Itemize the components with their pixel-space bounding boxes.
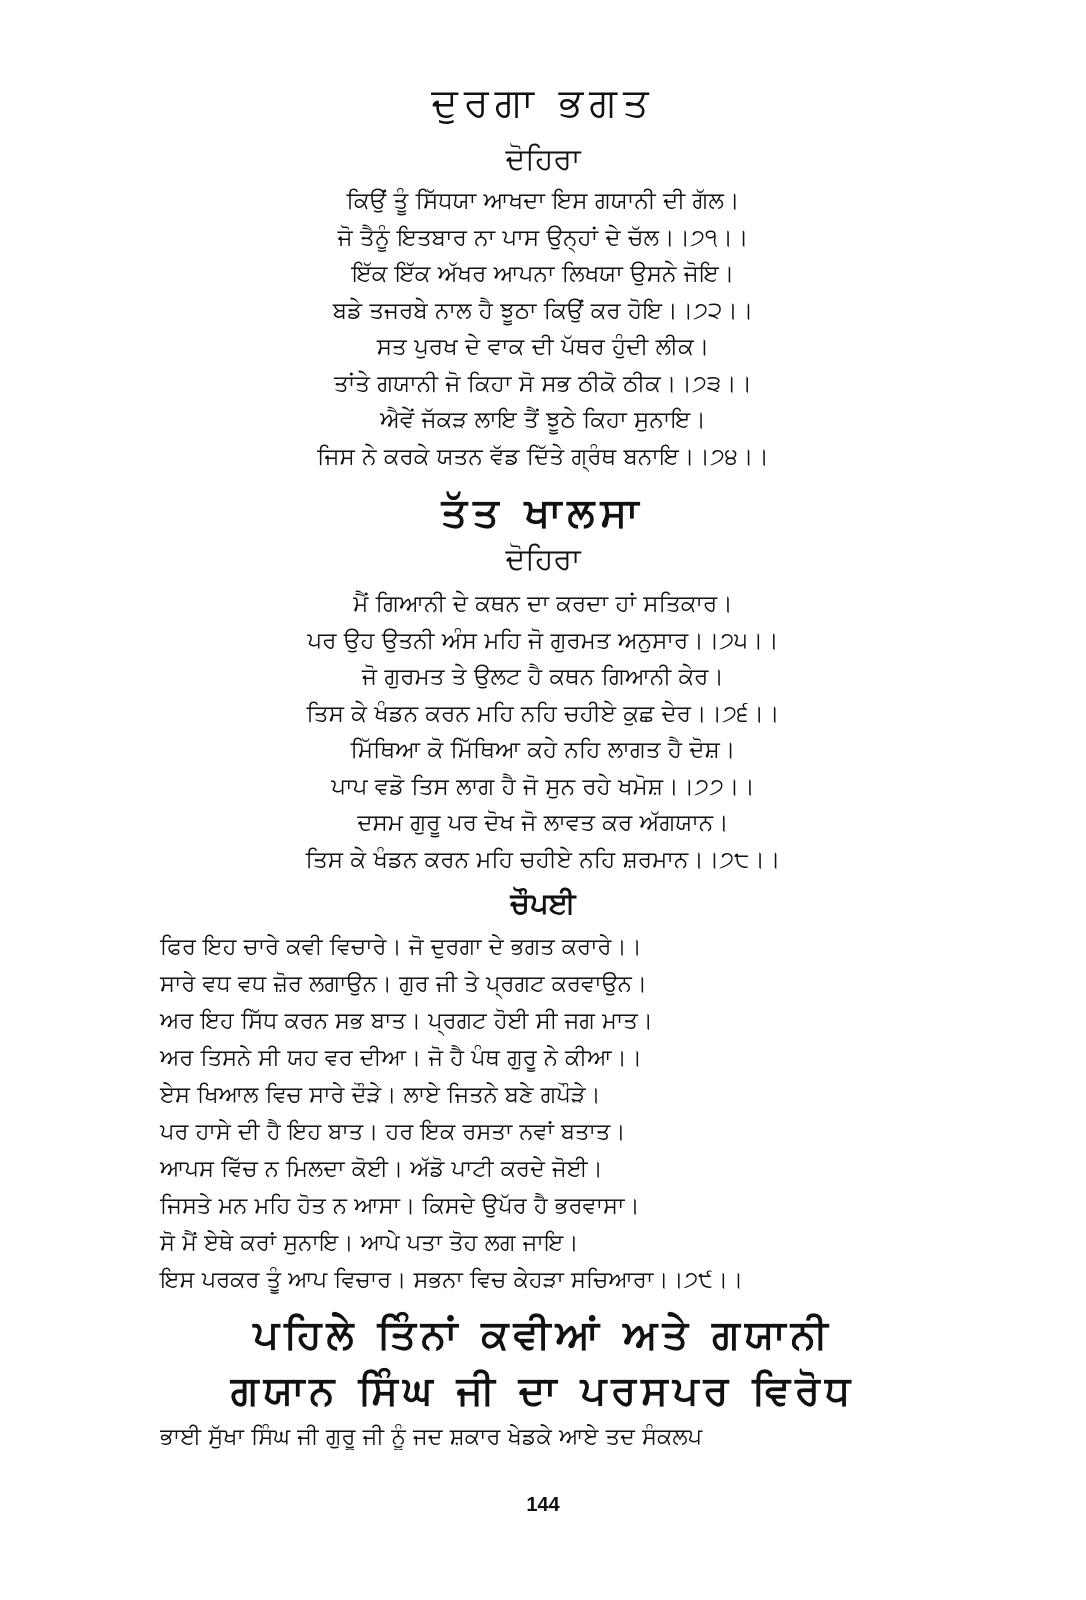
chaupai-line: ਸਾਰੇ ਵਧ ਵਧ ਜ਼ੋਰ ਲਗਾਉਨ। ਗੁਰ ਜੀ ਤੇ ਪ੍ਰਗਟ ਕਰਵਾਉਨ। [160, 971, 648, 997]
section-title-tatt-khalsa: ਤੱਤ ਖਾਲਸਾ [441, 490, 645, 536]
verse-line: ਬਡੇ ਤਜਰਬੇ ਨਾਲ ਹੈ ਝੂਠਾ ਕਿਉਂ ਕਰ ਹੋਇ।।੭੨।। [332, 297, 754, 324]
verse-line: ਜਿਸ ਨੇ ਕਰਕੇ ਯਤਨ ਵੱਡ ਦਿੱਤੇ ਗ੍ਰੰਥ ਬਨਾਇ।।੭੪।। [317, 443, 769, 470]
section-heading-line-2: ਗਯਾਨ ਸਿੰਘ ਜੀ ਦਾ ਪਰਸਪਰ ਵਿਰੋਧ [230, 1368, 856, 1414]
verse-line: ਤਿਸ ਕੇ ਖੰਡਨ ਕਰਨ ਮਹਿ ਚਹੀਏ ਨਹਿ ਸ਼ਰਮਾਨ।।੭੮।। [305, 846, 781, 873]
chaupai-line: ਪਰ ਹਾਸੇ ਦੀ ਹੈ ਇਹ ਬਾਤ। ਹਰ ਇਕ ਰਸਤਾ ਨਵਾਂ ਬਤਾਤ। [160, 1119, 626, 1145]
verse-block-1 [0, 183, 1086, 475]
verse-line: ਸਤ ਪੁਰਖ ਦੇ ਵਾਕ ਦੀ ਪੱਥਰ ਹੁੰਦੀ ਲੀਕ। [376, 334, 710, 360]
verse-line: ਪਰ ਉਹ ਉਤਨੀ ਅੰਸ ਮਹਿ ਜੋ ਗੁਰਮਤ ਅਨੁਸਾਰ।।੭੫।। [307, 627, 779, 654]
chaupai-line: ਸੋ ਮੈਂ ਏਥੇ ਕਰਾਂ ਸੁਨਾਇ। ਆਪੇ ਪਤਾ ਤੋਹ ਲਗ ਜਾਇ। [160, 1230, 579, 1256]
chaupai-line: ਇਸ ਪਰਕਰ ਤੂੰ ਆਪ ਵਿਚਾਰ। ਸਭਨਾ ਵਿਚ ਕੇਹੜਾ ਸਚਿਆਰਾ।।੭੯।। [160, 1267, 744, 1293]
chaupai-line: ਅਰ ਤਿਸਨੇ ਸੀ ਯਹ ਵਰ ਦੀਆ। ਜੋ ਹੈ ਪੰਥ ਗੁਰੂ ਨੇ ਕੀਆ।। [160, 1045, 642, 1071]
subheading-chaupai: ਚੌਪਈ [510, 886, 576, 920]
verse-line: ਜੋ ਤੈਨੂੰ ਇਤਬਾਰ ਨਾ ਪਾਸ ਉਨ੍ਹਾਂ ਦੇ ਚੱਲ।।੭੧।। [337, 224, 749, 251]
verse-line: ਮੈਂ ਗਿਆਨੀ ਦੇ ਕਥਨ ਦਾ ਕਰਦਾ ਹਾਂ ਸਤਿਕਾਰ। [353, 591, 733, 617]
chaupai-line: ਏਸ ਖਿਆਲ ਵਿਚ ਸਾਰੇ ਦੌੜੇ। ਲਾਏ ਜਿਤਨੇ ਬਣੇ ਗਪੌੜੇ। [160, 1082, 601, 1108]
chaupai-block [160, 929, 930, 1299]
chaupai-line: ਆਪਸ ਵਿੱਚ ਨ ਮਿਲਦਾ ਕੋਈ। ਅੱਡੋ ਪਾਟੀ ਕਰਦੇ ਜੋਈ। [160, 1156, 603, 1182]
chaupai-line: ਜਿਸਤੇ ਮਨ ਮਹਿ ਹੋਤ ਨ ਆਸਾ। ਕਿਸਦੇ ਉਪੱਰ ਹੈ ਭਰਵਾਸਾ। [160, 1193, 640, 1219]
section-title-durga-bhagat: ਦੁਰਗਾ ਭਗਤ [431, 80, 655, 126]
chaupai-line: ਫਿਰ ਇਹ ਚਾਰੇ ਕਵੀ ਵਿਚਾਰੇ। ਜੋ ਦੁਰਗਾ ਦੇ ਭਗਤ ਕਰਾਰੇ।। [160, 934, 642, 960]
chaupai-line: ਅਰ ਇਹ ਸਿੱਧ ਕਰਨ ਸਭ ਬਾਤ। ਪ੍ਰਗਟ ਹੋਈ ਸੀ ਜਗ ਮਾਤ। [160, 1008, 653, 1034]
body-paragraph: ਭਾਈ ਸੁੱਖਾ ਸਿੰਘ ਜੀ ਗੁਰੂ ਜੀ ਨੂੰ ਜਦ ਸ਼ਕਾਰ ਖੇਡਕੇ ਆਏ ਤਦ ਸੰਕਲਪ [160, 1424, 703, 1450]
subheading-dohira-1: ਦੋਹਿਰਾ [505, 142, 581, 177]
verse-block-2 [0, 586, 1086, 878]
verse-line: ਐਵੇਂ ਜੱਕੜ ਲਾਇ ਤੈਂ ਝੂਠੇ ਕਿਹਾ ਸੁਨਾਇ। [380, 407, 706, 433]
verse-line: ਪਾਪ ਵਡੋ ਤਿਸ ਲਾਗ ਹੈ ਜੋ ਸੁਨ ਰਹੇ ਖਮੋਸ਼।।੭੭।। [331, 773, 755, 800]
verse-line: ਜੋ ਗੁਰਮਤ ਤੇ ਉਲਟ ਹੈ ਕਥਨ ਗਿਆਨੀ ਕੇਰ। [362, 664, 724, 690]
verse-line: ਮਿੱਥਿਆ ਕੋ ਮਿੱਥਿਆ ਕਹੇ ਨਹਿ ਲਾਗਤ ਹੈ ਦੋਸ਼। [350, 737, 736, 763]
verse-line: ਕਿਉਂ ਤੂੰ ਸਿੱਧਯਾ ਆਖਦਾ ਇਸ ਗਯਾਨੀ ਦੀ ਗੱਲ। [346, 188, 740, 214]
verse-line: ਇੱਕ ਇੱਕ ਅੱਖਰ ਆਪਨਾ ਲਿਖਯਾ ਉਸਨੇ ਜੋਇ। [351, 261, 735, 287]
subheading-dohira-2: ਦੋਹਿਰਾ [505, 542, 581, 577]
page-number: 144 [526, 1494, 560, 1516]
verse-line: ਤਿਸ ਕੇ ਖੰਡਨ ਕਰਨ ਮਹਿ ਨਹਿ ਚਹੀਏ ਕੁਛ ਦੇਰ।।੭੬।। [306, 700, 780, 727]
section-heading-line-1: ਪਹਿਲੇ ਤਿੰਨਾਂ ਕਵੀਆਂ ਅਤੇ ਗਯਾਨੀ [253, 1312, 833, 1358]
verse-line: ਤਾਂਤੇ ਗਯਾਨੀ ਜੋ ਕਿਹਾ ਸੋ ਸਭ ਠੀਕੋ ਠੀਕ।।੭੩।। [333, 370, 753, 397]
verse-line: ਦਸਮ ਗੁਰੂ ਪਰ ਦੋਖ ਜੋ ਲਾਵਤ ਕਰ ਅੱਗਯਾਨ। [357, 810, 729, 836]
